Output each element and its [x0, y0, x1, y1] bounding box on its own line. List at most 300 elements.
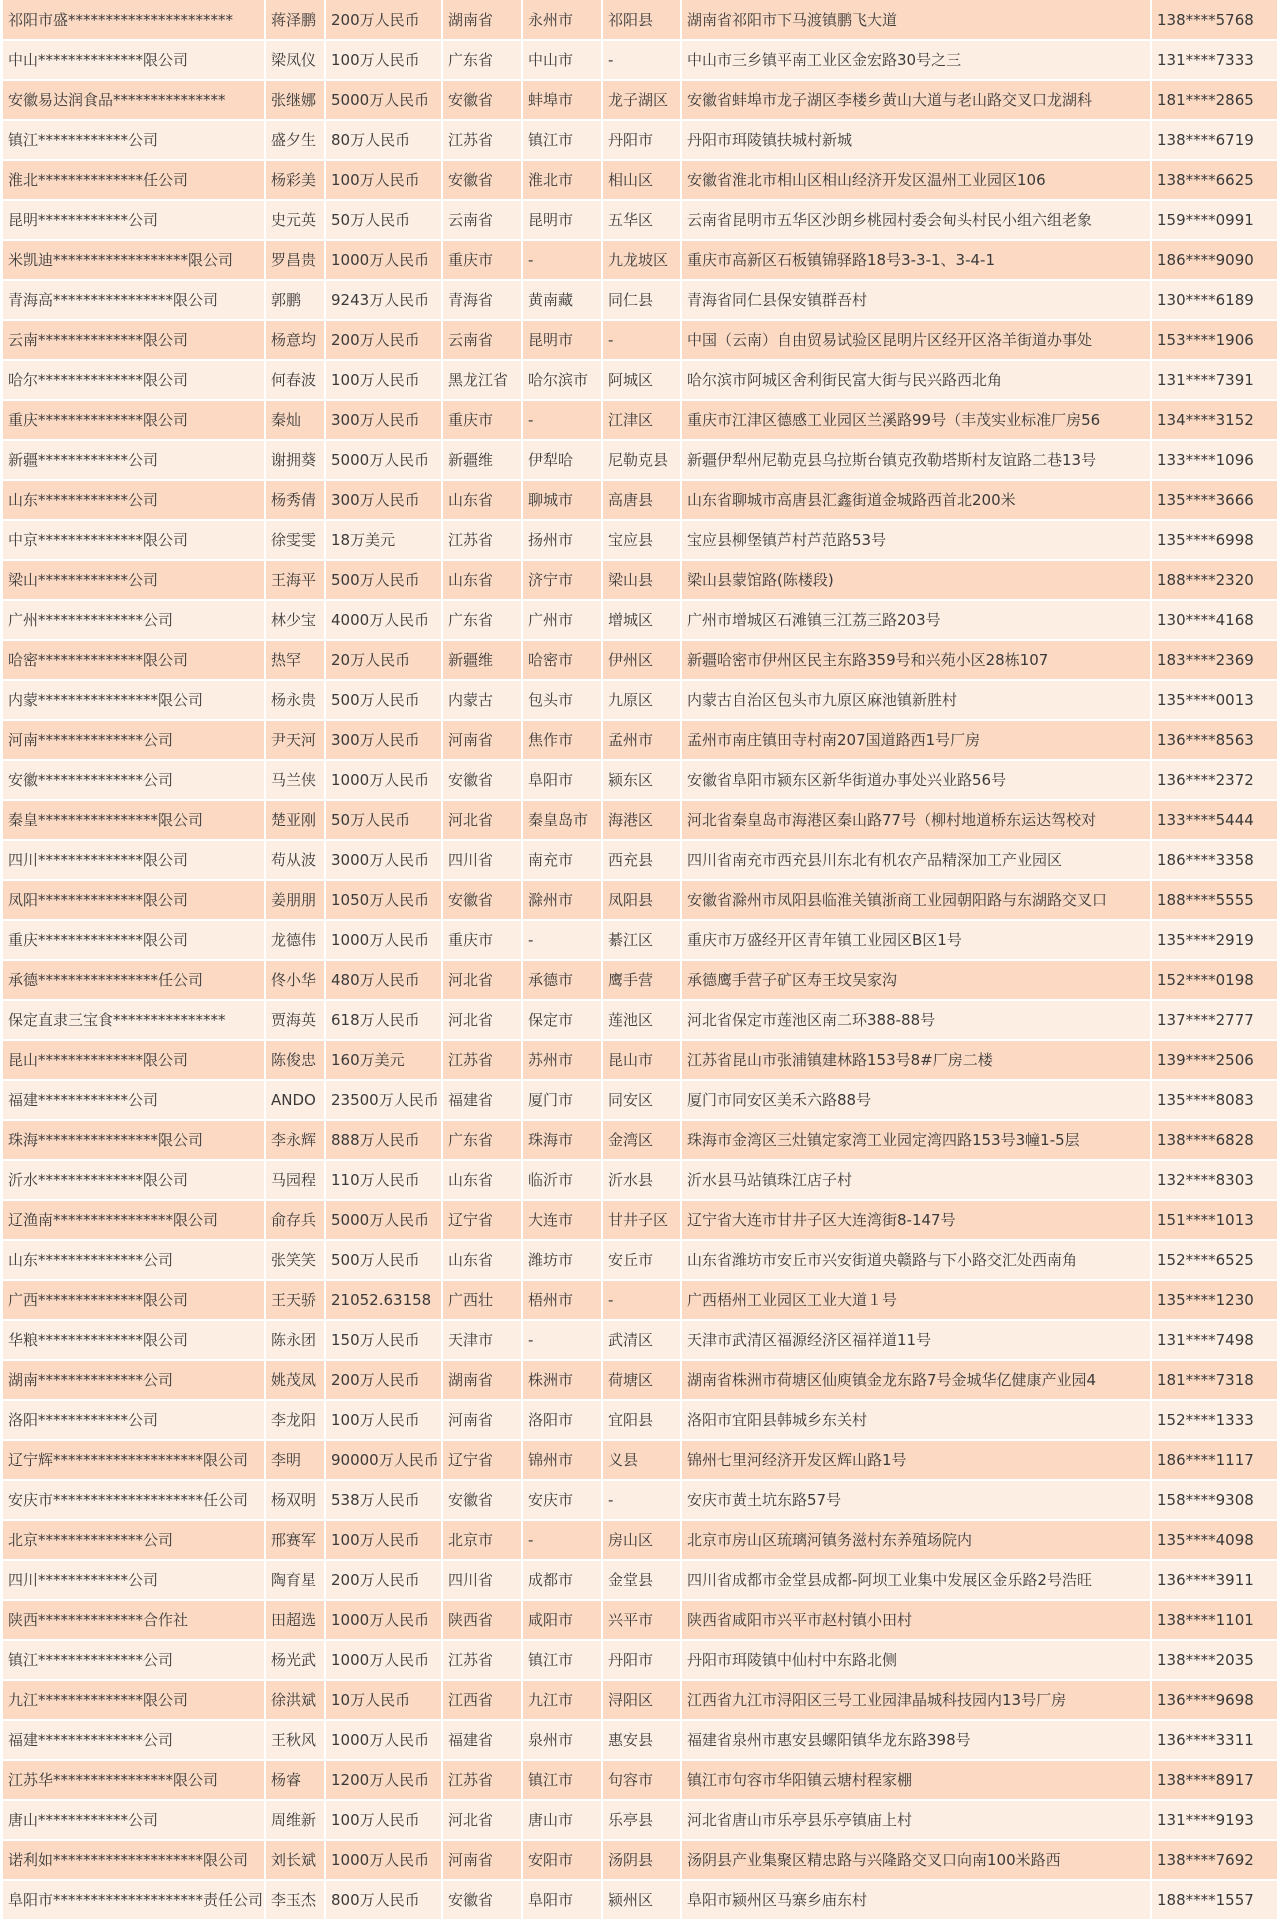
cell-capital: 800万人民币 — [325, 1880, 442, 1920]
cell-legal-rep: 李明 — [265, 1440, 325, 1480]
cell-district: 祁阳县 — [602, 0, 681, 40]
cell-city: 阜阳市 — [522, 1880, 602, 1920]
cell-company: 中山**************限公司 — [3, 40, 265, 80]
cell-district: 金湾区 — [602, 1120, 681, 1160]
cell-capital: 300万人民币 — [325, 480, 442, 520]
cell-city: - — [522, 400, 602, 440]
cell-company: 珠海****************限公司 — [3, 1120, 265, 1160]
cell-city: 秦皇岛市 — [522, 800, 602, 840]
cell-phone: 135****6998 — [1151, 520, 1277, 560]
cell-phone: 136****2372 — [1151, 760, 1277, 800]
table-row — [3, 720, 1277, 760]
cell-province: 安徽省 — [442, 1880, 522, 1920]
cell-capital: 100万人民币 — [325, 1400, 442, 1440]
cell-address: 哈尔滨市阿城区舍利街民富大街与民兴路西北角 — [681, 360, 1151, 400]
table-row — [3, 1240, 1277, 1280]
cell-capital: 3000万人民币 — [325, 840, 442, 880]
cell-company: 沂水**************限公司 — [3, 1160, 265, 1200]
cell-phone: 152****1333 — [1151, 1400, 1277, 1440]
cell-company: 重庆**************限公司 — [3, 400, 265, 440]
cell-company: 祁阳市盛********************** — [3, 0, 265, 40]
cell-legal-rep: 李玉杰 — [265, 1880, 325, 1920]
cell-phone: 186****9090 — [1151, 240, 1277, 280]
cell-capital: 23500万人民币 — [325, 1080, 442, 1120]
cell-phone: 131****7333 — [1151, 40, 1277, 80]
cell-capital: 1000万人民币 — [325, 1600, 442, 1640]
table-row — [3, 1200, 1277, 1240]
cell-legal-rep: 盛夕生 — [265, 120, 325, 160]
cell-city: 焦作市 — [522, 720, 602, 760]
cell-district: 乐亭县 — [602, 1800, 681, 1840]
cell-phone: 135****1230 — [1151, 1280, 1277, 1320]
cell-company: 安徽**************公司 — [3, 760, 265, 800]
cell-company: 陕西**************合作社 — [3, 1600, 265, 1640]
cell-province: 河北省 — [442, 960, 522, 1000]
cell-legal-rep: 佟小华 — [265, 960, 325, 1000]
cell-province: 湖南省 — [442, 0, 522, 40]
cell-address: 江西省九江市浔阳区三号工业园津晶城科技园内13号厂房 — [681, 1680, 1151, 1720]
cell-legal-rep: 姚茂凤 — [265, 1360, 325, 1400]
table-row — [3, 1760, 1277, 1800]
table-row — [3, 760, 1277, 800]
cell-address: 新疆伊犁州尼勒克县乌拉斯台镇克孜勒塔斯村友谊路二巷13号 — [681, 440, 1151, 480]
cell-city: 安庆市 — [522, 1480, 602, 1520]
cell-company: 淮北**************任公司 — [3, 160, 265, 200]
cell-address: 青海省同仁县保安镇群吾村 — [681, 280, 1151, 320]
cell-city: 济宁市 — [522, 560, 602, 600]
cell-province: 重庆市 — [442, 400, 522, 440]
cell-province: 陕西省 — [442, 1600, 522, 1640]
cell-city: 包头市 — [522, 680, 602, 720]
cell-district: 孟州市 — [602, 720, 681, 760]
cell-capital: 300万人民币 — [325, 400, 442, 440]
cell-capital: 5000万人民币 — [325, 1200, 442, 1240]
table-row — [3, 640, 1277, 680]
table-row — [3, 320, 1277, 360]
table-row — [3, 960, 1277, 1000]
cell-legal-rep: 徐雯雯 — [265, 520, 325, 560]
cell-phone: 136****3311 — [1151, 1720, 1277, 1760]
cell-capital: 1000万人民币 — [325, 760, 442, 800]
company-table — [3, 0, 1277, 1921]
cell-capital: 500万人民币 — [325, 680, 442, 720]
cell-company: 山东************公司 — [3, 480, 265, 520]
cell-address: 北京市房山区琉璃河镇务滋村东养殖场院内 — [681, 1520, 1151, 1560]
cell-legal-rep: 杨睿 — [265, 1760, 325, 1800]
cell-district: 颍东区 — [602, 760, 681, 800]
cell-phone: 183****2369 — [1151, 640, 1277, 680]
cell-company: 山东**************公司 — [3, 1240, 265, 1280]
cell-address: 天津市武清区福源经济区福祥道11号 — [681, 1320, 1151, 1360]
cell-city: 昆明市 — [522, 320, 602, 360]
cell-company: 内蒙****************限公司 — [3, 680, 265, 720]
cell-phone: 188****1557 — [1151, 1880, 1277, 1920]
cell-capital: 18万美元 — [325, 520, 442, 560]
cell-capital: 888万人民币 — [325, 1120, 442, 1160]
cell-district: 五华区 — [602, 200, 681, 240]
cell-city: 洛阳市 — [522, 1400, 602, 1440]
cell-capital: 100万人民币 — [325, 1520, 442, 1560]
cell-district: 綦江区 — [602, 920, 681, 960]
cell-district: 尼勒克县 — [602, 440, 681, 480]
cell-company: 米凯迪******************限公司 — [3, 240, 265, 280]
cell-district: 句容市 — [602, 1760, 681, 1800]
table-row — [3, 800, 1277, 840]
cell-district: 宜阳县 — [602, 1400, 681, 1440]
cell-province: 山东省 — [442, 480, 522, 520]
cell-phone: 131****7391 — [1151, 360, 1277, 400]
table-row — [3, 280, 1277, 320]
table-row — [3, 1120, 1277, 1160]
cell-capital: 200万人民币 — [325, 0, 442, 40]
cell-city: 哈密市 — [522, 640, 602, 680]
cell-city: 安阳市 — [522, 1840, 602, 1880]
table-row — [3, 1800, 1277, 1840]
cell-province: 安徽省 — [442, 880, 522, 920]
table-row — [3, 880, 1277, 920]
cell-company: 北京**************公司 — [3, 1520, 265, 1560]
cell-capital: 480万人民币 — [325, 960, 442, 1000]
table-row — [3, 80, 1277, 120]
cell-district: 莲池区 — [602, 1000, 681, 1040]
cell-capital: 5000万人民币 — [325, 80, 442, 120]
cell-province: 山东省 — [442, 560, 522, 600]
cell-capital: 618万人民币 — [325, 1000, 442, 1040]
cell-legal-rep: 俞存兵 — [265, 1200, 325, 1240]
cell-province: 江苏省 — [442, 1760, 522, 1800]
cell-company: 安庆市********************任公司 — [3, 1480, 265, 1520]
cell-capital: 1050万人民币 — [325, 880, 442, 920]
cell-address: 沂水县马站镇珠江店子村 — [681, 1160, 1151, 1200]
cell-company: 保定直隶三宝食*************** — [3, 1000, 265, 1040]
cell-address: 梁山县蒙馆路(陈楼段) — [681, 560, 1151, 600]
cell-province: 河北省 — [442, 1000, 522, 1040]
cell-address: 中国（云南）自由贸易试验区昆明片区经开区洛羊街道办事处 — [681, 320, 1151, 360]
cell-legal-rep: 杨光武 — [265, 1640, 325, 1680]
cell-phone: 139****2506 — [1151, 1040, 1277, 1080]
cell-legal-rep: 陈俊忠 — [265, 1040, 325, 1080]
cell-legal-rep: 刘长斌 — [265, 1840, 325, 1880]
cell-district: 颍州区 — [602, 1880, 681, 1920]
cell-legal-rep: 梁凤仪 — [265, 40, 325, 80]
table-row — [3, 1040, 1277, 1080]
cell-company: 阜阳市********************责任公司 — [3, 1880, 265, 1920]
cell-phone: 131****9193 — [1151, 1800, 1277, 1840]
cell-province: 北京市 — [442, 1520, 522, 1560]
cell-capital: 5000万人民币 — [325, 440, 442, 480]
cell-address: 陕西省咸阳市兴平市赵村镇小田村 — [681, 1600, 1151, 1640]
cell-legal-rep: 李龙阳 — [265, 1400, 325, 1440]
cell-legal-rep: 张笑笑 — [265, 1240, 325, 1280]
cell-district: 梁山县 — [602, 560, 681, 600]
table-row — [3, 1160, 1277, 1200]
table-row — [3, 1560, 1277, 1600]
table-row — [3, 400, 1277, 440]
table-row — [3, 840, 1277, 880]
cell-address: 湖南省祁阳市下马渡镇鹏飞大道 — [681, 0, 1151, 40]
cell-province: 四川省 — [442, 840, 522, 880]
cell-address: 珠海市金湾区三灶镇定家湾工业园定湾四路153号3幢1-5层 — [681, 1120, 1151, 1160]
cell-city: 蚌埠市 — [522, 80, 602, 120]
cell-district: 惠安县 — [602, 1720, 681, 1760]
cell-province: 辽宁省 — [442, 1440, 522, 1480]
cell-capital: 100万人民币 — [325, 360, 442, 400]
cell-legal-rep: 陶育星 — [265, 1560, 325, 1600]
cell-company: 辽宁辉********************限公司 — [3, 1440, 265, 1480]
cell-capital: 200万人民币 — [325, 1560, 442, 1600]
cell-capital: 90000万人民币 — [325, 1440, 442, 1480]
cell-city: - — [522, 920, 602, 960]
cell-legal-rep: 杨永贵 — [265, 680, 325, 720]
cell-district: 宝应县 — [602, 520, 681, 560]
cell-address: 安庆市黄土坑东路57号 — [681, 1480, 1151, 1520]
cell-capital: 300万人民币 — [325, 720, 442, 760]
cell-address: 四川省南充市西充县川东北有机农产品精深加工产业园区 — [681, 840, 1151, 880]
cell-legal-rep: 龙德伟 — [265, 920, 325, 960]
table-row — [3, 0, 1277, 40]
cell-phone: 153****1906 — [1151, 320, 1277, 360]
cell-company: 华粮**************限公司 — [3, 1320, 265, 1360]
cell-province: 福建省 — [442, 1080, 522, 1120]
cell-phone: 135****8083 — [1151, 1080, 1277, 1120]
cell-address: 洛阳市宜阳县韩城乡东关村 — [681, 1400, 1151, 1440]
cell-company: 四川**************限公司 — [3, 840, 265, 880]
cell-phone: 137****2777 — [1151, 1000, 1277, 1040]
cell-address: 内蒙古自治区包头市九原区麻池镇新胜村 — [681, 680, 1151, 720]
cell-district: 昆山市 — [602, 1040, 681, 1080]
cell-district: 房山区 — [602, 1520, 681, 1560]
table-row — [3, 120, 1277, 160]
table-row — [3, 360, 1277, 400]
cell-city: 黄南藏 — [522, 280, 602, 320]
cell-district: - — [602, 1280, 681, 1320]
cell-phone: 130****6189 — [1151, 280, 1277, 320]
cell-address: 安徽省阜阳市颍东区新华街道办事处兴业路56号 — [681, 760, 1151, 800]
cell-city: 成都市 — [522, 1560, 602, 1600]
cell-legal-rep: 马兰侠 — [265, 760, 325, 800]
cell-city: 镇江市 — [522, 1640, 602, 1680]
table-row — [3, 1000, 1277, 1040]
cell-district: 西充县 — [602, 840, 681, 880]
cell-capital: 110万人民币 — [325, 1160, 442, 1200]
cell-address: 河北省保定市莲池区南二环388-88号 — [681, 1000, 1151, 1040]
cell-legal-rep: 田超选 — [265, 1600, 325, 1640]
cell-legal-rep: 杨意均 — [265, 320, 325, 360]
cell-city: - — [522, 240, 602, 280]
cell-address: 重庆市高新区石板镇锦驿路18号3-3-1、3-4-1 — [681, 240, 1151, 280]
cell-city: 锦州市 — [522, 1440, 602, 1480]
cell-phone: 138****1101 — [1151, 1600, 1277, 1640]
cell-province: 辽宁省 — [442, 1200, 522, 1240]
cell-province: 山东省 — [442, 1240, 522, 1280]
cell-district: 江津区 — [602, 400, 681, 440]
cell-capital: 500万人民币 — [325, 1240, 442, 1280]
cell-province: 安徽省 — [442, 80, 522, 120]
cell-phone: 132****8303 — [1151, 1160, 1277, 1200]
cell-phone: 152****0198 — [1151, 960, 1277, 1000]
cell-province: 湖南省 — [442, 1360, 522, 1400]
cell-company: 福建**************公司 — [3, 1720, 265, 1760]
cell-company: 洛阳************公司 — [3, 1400, 265, 1440]
cell-city: 南充市 — [522, 840, 602, 880]
cell-company: 河南**************公司 — [3, 720, 265, 760]
cell-company: 云南**************限公司 — [3, 320, 265, 360]
table-row — [3, 200, 1277, 240]
table-row — [3, 1520, 1277, 1560]
cell-legal-rep: 姜朋朋 — [265, 880, 325, 920]
cell-province: 云南省 — [442, 200, 522, 240]
cell-legal-rep: 邢赛军 — [265, 1520, 325, 1560]
cell-company: 安徽易达润食品*************** — [3, 80, 265, 120]
cell-province: 安徽省 — [442, 1480, 522, 1520]
table-row — [3, 440, 1277, 480]
cell-district: 武清区 — [602, 1320, 681, 1360]
cell-province: 江苏省 — [442, 1040, 522, 1080]
cell-phone: 138****6719 — [1151, 120, 1277, 160]
cell-city: 唐山市 — [522, 1800, 602, 1840]
cell-legal-rep: 秦灿 — [265, 400, 325, 440]
cell-city: 中山市 — [522, 40, 602, 80]
cell-address: 阜阳市颍州区马寨乡庙东村 — [681, 1880, 1151, 1920]
cell-district: 金堂县 — [602, 1560, 681, 1600]
cell-company: 哈尔**************限公司 — [3, 360, 265, 400]
cell-legal-rep: 林少宝 — [265, 600, 325, 640]
cell-legal-rep: 杨秀倩 — [265, 480, 325, 520]
table-row — [3, 1600, 1277, 1640]
cell-city: 保定市 — [522, 1000, 602, 1040]
table-body — [3, 0, 1277, 1920]
cell-province: 河北省 — [442, 1800, 522, 1840]
cell-company: 湖南**************公司 — [3, 1360, 265, 1400]
cell-province: 云南省 — [442, 320, 522, 360]
cell-capital: 1000万人民币 — [325, 1840, 442, 1880]
cell-district: - — [602, 40, 681, 80]
cell-capital: 10万人民币 — [325, 1680, 442, 1720]
cell-city: 镇江市 — [522, 1760, 602, 1800]
cell-city: 哈尔滨市 — [522, 360, 602, 400]
cell-company: 辽渔南****************限公司 — [3, 1200, 265, 1240]
cell-company: 广州**************公司 — [3, 600, 265, 640]
cell-district: 同仁县 — [602, 280, 681, 320]
cell-district: 龙子湖区 — [602, 80, 681, 120]
cell-city: 厦门市 — [522, 1080, 602, 1120]
cell-phone: 159****0991 — [1151, 200, 1277, 240]
cell-legal-rep: ANDO — [265, 1080, 325, 1120]
cell-company: 昆山**************限公司 — [3, 1040, 265, 1080]
table-row — [3, 1880, 1277, 1920]
cell-district: 安丘市 — [602, 1240, 681, 1280]
table-row — [3, 1320, 1277, 1360]
cell-legal-rep: 王秋风 — [265, 1720, 325, 1760]
cell-phone: 138****2035 — [1151, 1640, 1277, 1680]
cell-address: 山东省聊城市高唐县汇鑫街道金城路西首北200米 — [681, 480, 1151, 520]
cell-province: 广东省 — [442, 40, 522, 80]
cell-phone: 136****3911 — [1151, 1560, 1277, 1600]
cell-phone: 186****3358 — [1151, 840, 1277, 880]
cell-district: 九龙坡区 — [602, 240, 681, 280]
cell-province: 天津市 — [442, 1320, 522, 1360]
cell-company: 九江**************限公司 — [3, 1680, 265, 1720]
cell-company: 重庆**************限公司 — [3, 920, 265, 960]
cell-address: 江苏省昆山市张浦镇建林路153号8#厂房二楼 — [681, 1040, 1151, 1080]
cell-address: 安徽省淮北市相山区相山经济开发区温州工业园区106 — [681, 160, 1151, 200]
cell-phone: 138****7692 — [1151, 1840, 1277, 1880]
cell-district: 义县 — [602, 1440, 681, 1480]
table-row — [3, 1280, 1277, 1320]
cell-phone: 138****6828 — [1151, 1120, 1277, 1160]
cell-district: 沂水县 — [602, 1160, 681, 1200]
cell-address: 山东省潍坊市安丘市兴安街道央赣路与下小路交汇处西南角 — [681, 1240, 1151, 1280]
cell-company: 福建************公司 — [3, 1080, 265, 1120]
cell-phone: 188****2320 — [1151, 560, 1277, 600]
cell-province: 江苏省 — [442, 120, 522, 160]
cell-district: 鹰手营 — [602, 960, 681, 1000]
cell-district: 丹阳市 — [602, 120, 681, 160]
table-row — [3, 600, 1277, 640]
cell-province: 江西省 — [442, 1680, 522, 1720]
cell-province: 安徽省 — [442, 760, 522, 800]
cell-city: 珠海市 — [522, 1120, 602, 1160]
cell-capital: 100万人民币 — [325, 40, 442, 80]
cell-phone: 135****0013 — [1151, 680, 1277, 720]
table-row — [3, 1720, 1277, 1760]
cell-province: 重庆市 — [442, 240, 522, 280]
cell-city: 滁州市 — [522, 880, 602, 920]
cell-district: 同安区 — [602, 1080, 681, 1120]
table-row — [3, 40, 1277, 80]
cell-capital: 1000万人民币 — [325, 1720, 442, 1760]
cell-city: 镇江市 — [522, 120, 602, 160]
cell-city: 阜阳市 — [522, 760, 602, 800]
cell-company: 广西**************限公司 — [3, 1280, 265, 1320]
cell-capital: 50万人民币 — [325, 800, 442, 840]
cell-company: 中京**************限公司 — [3, 520, 265, 560]
cell-city: - — [522, 1320, 602, 1360]
cell-legal-rep: 谢拥葵 — [265, 440, 325, 480]
cell-legal-rep: 苟从波 — [265, 840, 325, 880]
cell-capital: 4000万人民币 — [325, 600, 442, 640]
cell-phone: 136****9698 — [1151, 1680, 1277, 1720]
table-row — [3, 680, 1277, 720]
cell-address: 重庆市万盛经开区青年镇工业园区B区1号 — [681, 920, 1151, 960]
cell-phone: 130****4168 — [1151, 600, 1277, 640]
cell-capital: 21052.63158 — [325, 1280, 442, 1320]
cell-city: 昆明市 — [522, 200, 602, 240]
cell-district: 丹阳市 — [602, 1640, 681, 1680]
cell-address: 丹阳市珥陵镇中仙村中东路北侧 — [681, 1640, 1151, 1680]
cell-phone: 131****7498 — [1151, 1320, 1277, 1360]
cell-phone: 138****5768 — [1151, 0, 1277, 40]
cell-phone: 135****2919 — [1151, 920, 1277, 960]
cell-phone: 135****3666 — [1151, 480, 1277, 520]
cell-company: 唐山************公司 — [3, 1800, 265, 1840]
cell-province: 福建省 — [442, 1720, 522, 1760]
cell-province: 江苏省 — [442, 1640, 522, 1680]
table-row — [3, 1840, 1277, 1880]
cell-address: 辽宁省大连市甘井子区大连湾街8-147号 — [681, 1200, 1151, 1240]
cell-capital: 1000万人民币 — [325, 240, 442, 280]
cell-province: 广西壮 — [442, 1280, 522, 1320]
cell-address: 丹阳市珥陵镇扶城村新城 — [681, 120, 1151, 160]
cell-province: 青海省 — [442, 280, 522, 320]
table-row — [3, 1360, 1277, 1400]
cell-city: 苏州市 — [522, 1040, 602, 1080]
cell-province: 河南省 — [442, 1840, 522, 1880]
cell-legal-rep: 王天骄 — [265, 1280, 325, 1320]
cell-capital: 160万美元 — [325, 1040, 442, 1080]
cell-province: 山东省 — [442, 1160, 522, 1200]
cell-district: - — [602, 1480, 681, 1520]
